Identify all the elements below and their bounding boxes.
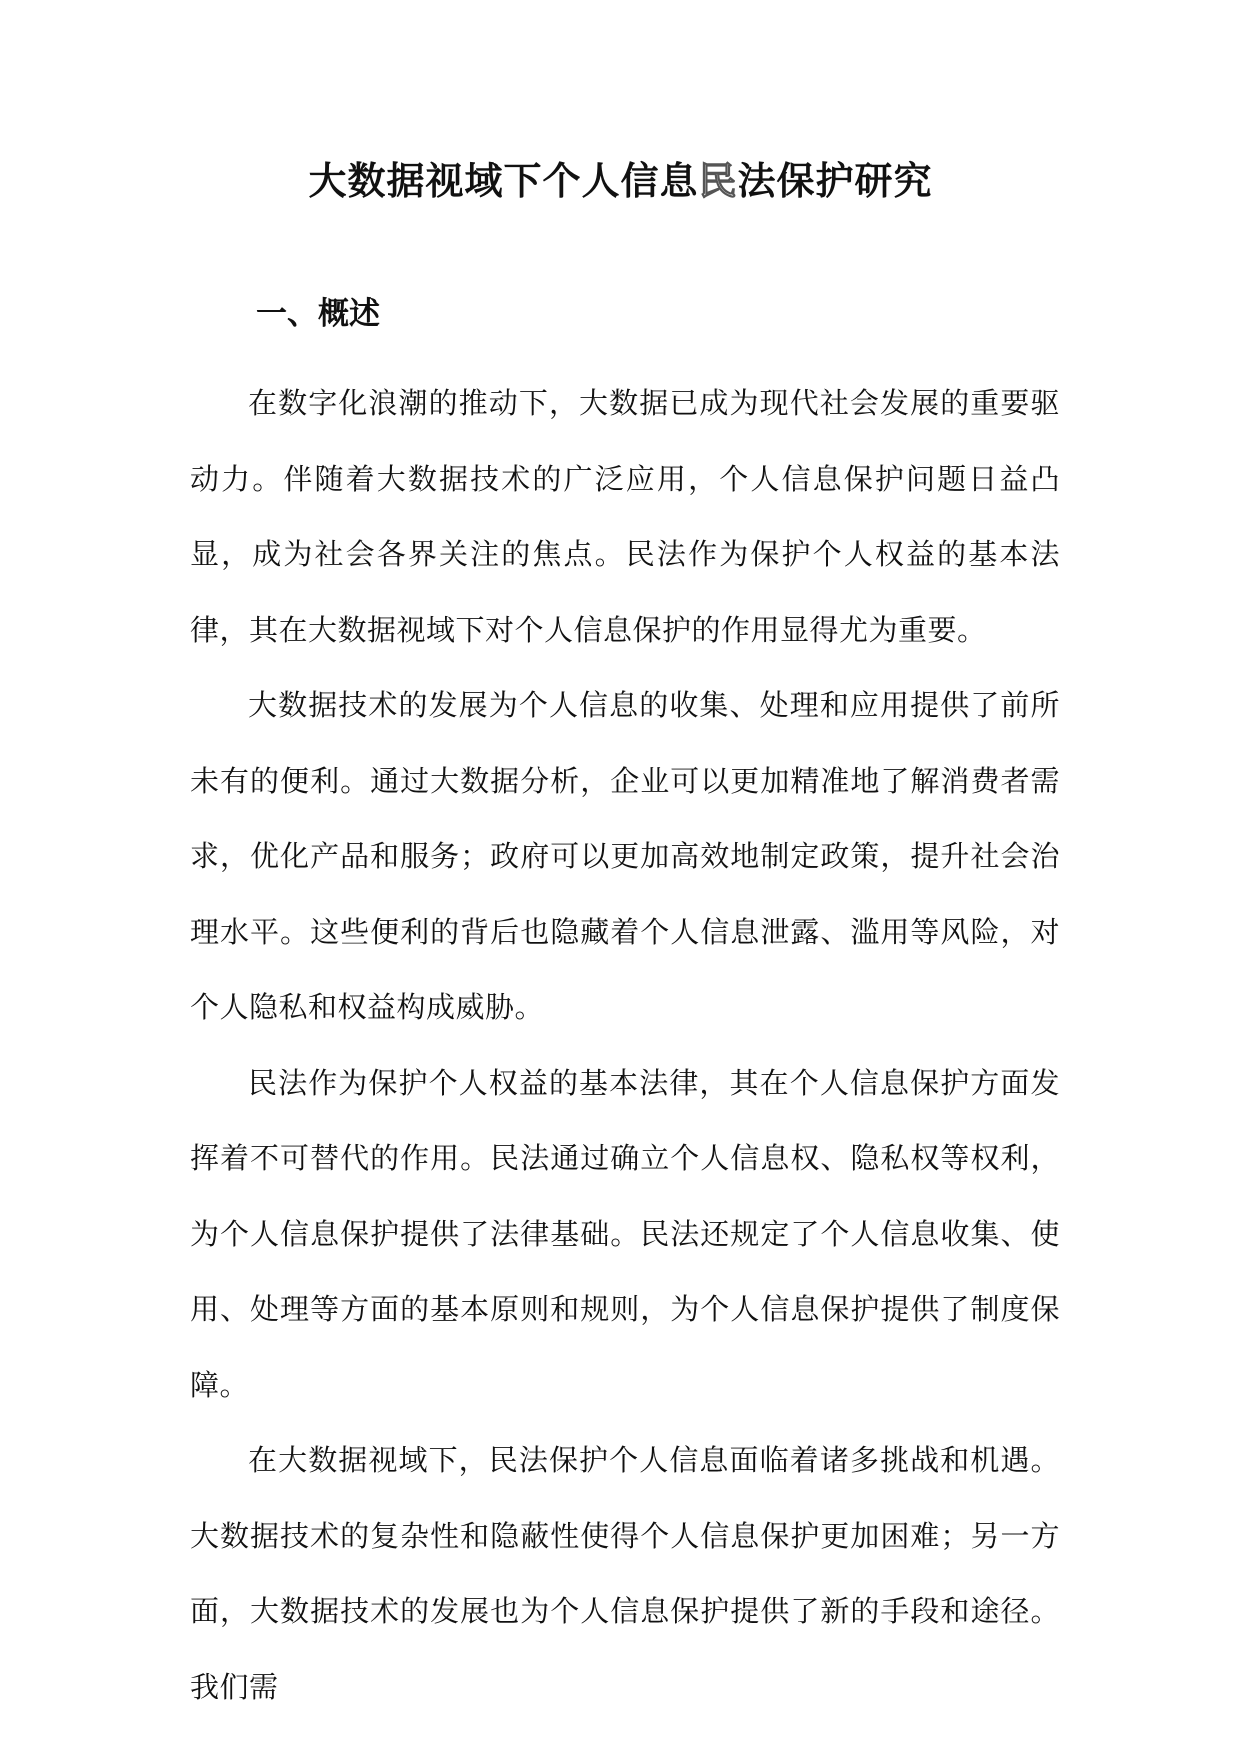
- paragraph-1: 在数字化浪潮的推动下，大数据已成为现代社会发展的重要驱动力。伴随着大数据技术的广泛应用，个人信息保护问题日益凸显，成为社会各界关注的焦点。民法作为保护个人权益的基本法律，其在大数据视域下对个人信息保护的作用显得尤为重要。: [190, 386, 1060, 647]
- title-hollow-character: 民: [698, 158, 738, 203]
- body-text: [190, 366, 1060, 1725]
- paragraph-4: 在大数据视域下，民法保护个人信息面临着诸多挑战和机遇。大数据技术的复杂性和隐蔽性使得个人信息保护更加困难；另一方面，大数据技术的发展也为个人信息保护提供了新的手段和途径。我们需: [190, 1443, 1060, 1704]
- section-heading: 一、概述: [256, 296, 380, 332]
- document-title: [0, 150, 1241, 205]
- paragraph-2: 大数据技术的发展为个人信息的收集、处理和应用提供了前所未有的便利。通过大数据分析，企业可以更加精准地了解消费者需求，优化产品和服务；政府可以更加高效地制定政策，提升社会治理水平。这些便利的背后也隐藏着个人信息泄露、滥用等风险，对个人隐私和权益构成威胁。: [190, 688, 1060, 1024]
- title-text-start: 大数据视域下个人信息: [308, 158, 699, 203]
- title-text-end: 法保护研究: [737, 158, 933, 203]
- paragraph-3: 民法作为保护个人权益的基本法律，其在个人信息保护方面发挥着不可替代的作用。民法通过确立个人信息权、隐私权等权利，为个人信息保护提供了法律基础。民法还规定了个人信息收集、使用、处理等方面的基本原则和规则，为个人信息保护提供了制度保障。: [190, 1065, 1060, 1402]
